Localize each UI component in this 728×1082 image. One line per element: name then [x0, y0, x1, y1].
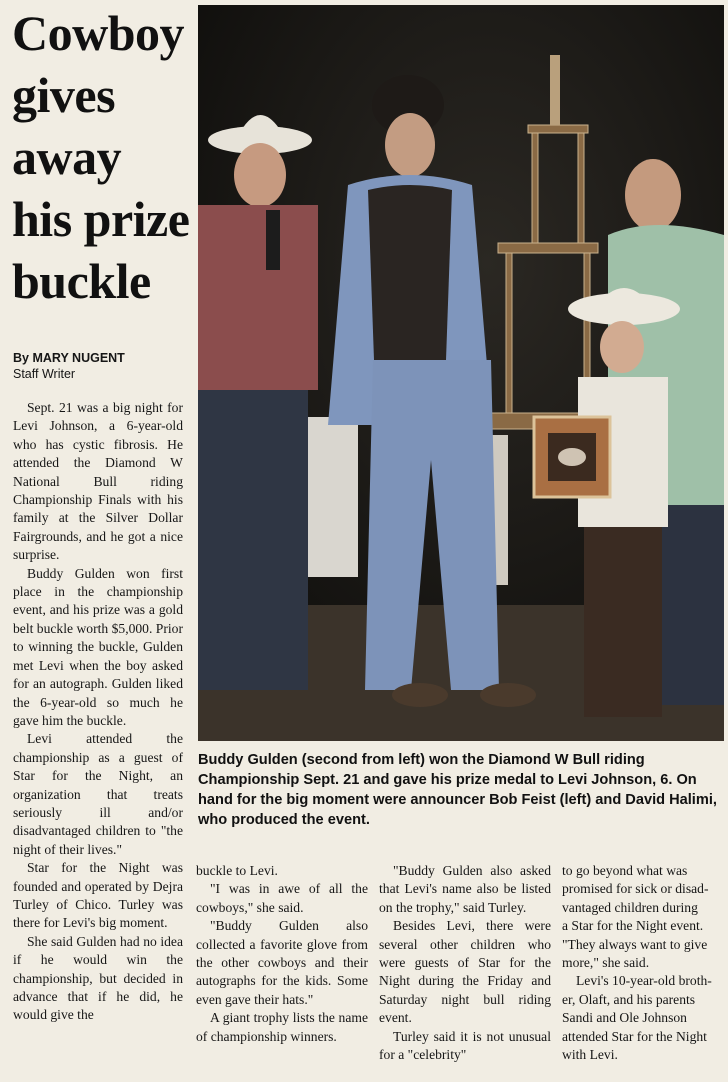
byline-author: MARY NUGENT — [32, 351, 125, 365]
text-line: vantaged children during — [562, 899, 698, 915]
paragraph: "I was in awe of all the cowboys," she said. — [196, 881, 368, 915]
text-line: Sandi and Ole Johnson — [562, 1010, 687, 1026]
text-line: "They always want to give — [562, 936, 708, 952]
paragraph: Levi attended the championship as a guest of Star for the Night, an organization that treats seriously ill and/or disadvantaged children to "the night of their lives." — [13, 731, 183, 857]
paragraph: A giant trophy lists the name of championship winners. — [196, 1010, 368, 1044]
text-line: Levi's 10-year-old broth- — [576, 973, 712, 989]
text-line: a Star for the Night event. — [562, 918, 704, 934]
byline-prefix: By — [13, 351, 33, 365]
paragraph: buckle to Levi. — [196, 863, 278, 878]
article-column-1 — [13, 399, 183, 1025]
text-line: attended Star for the Night — [562, 1028, 707, 1044]
text-line: more," she said. — [562, 955, 650, 971]
paragraph: "Buddy Gulden also collected a favorite glove from the other cowboys and their autographs for the kids. Some even gave their hats." — [196, 918, 368, 1007]
byline-role: Staff Writer — [13, 367, 76, 381]
article-column-2 — [196, 862, 368, 1046]
text-line: er, Olaft, and his parents — [562, 991, 696, 1007]
photo-illustration — [198, 5, 724, 741]
text-line: to go beyond what was — [562, 863, 688, 878]
paragraph: Sept. 21 was a big night for Levi Johnson, a 6-year-old who has cystic fibrosis. He attended the Diamond W National Bull riding Championship Finals with his family at the Silver Dollar Fairgrounds, and he got a nice surprise. — [13, 400, 183, 563]
paragraph: Besides Levi, there were several other children who were guests of Star for the Night during the Friday and Saturday night bull riding event. — [379, 918, 551, 1026]
byline — [13, 350, 125, 382]
paragraph: Star for the Night was founded and operated by Dejra Turley of Chico. Turley was there for Levi's big moment. — [13, 860, 183, 931]
news-photo — [198, 5, 724, 741]
paragraph: She said Gulden had no idea if he would win the championship, but decided in advance that if he did, he would give the — [13, 933, 183, 1023]
article-column-3 — [379, 862, 551, 1064]
article-column-4 — [562, 862, 728, 1064]
text-line: promised for sick or disad- — [562, 881, 709, 897]
photo-caption: Buddy Gulden (second from left) won the Diamond W Bull riding Championship Sept. 21 and gave his prize medal to Levi Johnson, 6. On hand for the big moment were announcer Bob Feist (left) and David Halimi, who produced the event. — [198, 752, 717, 828]
headline: Cowboy gives away his prize buckle — [12, 5, 190, 309]
paragraph: Buddy Gulden won first place in the championship event, and his prize was a gold belt buckle worth $5,000. Prior to winning the buckle, Gulden met Levi when the boy asked for an autograph. Gulden liked the 6-year-old so much he gave him the buckle. — [13, 565, 183, 728]
paragraph: "Buddy Gulden also asked that Levi's name also be listed on the trophy," said Turley. — [379, 863, 551, 915]
paragraph: Turley said it is not unusual for a "celebrity" — [379, 1028, 551, 1063]
text-line: with Levi. — [562, 1047, 618, 1063]
